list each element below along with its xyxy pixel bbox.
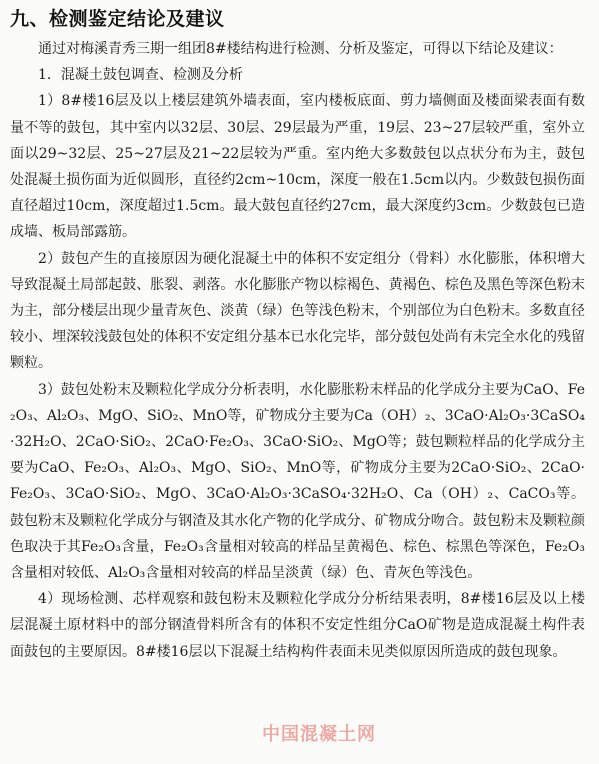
subsection-heading: 1．混凝土鼓包调查、检测及分析 xyxy=(38,67,243,84)
finding-paragraph-3: 3）鼓包处粉末及颗粒化学成分分析表明，水化膨胀粉末样品的化学成分主要为CaO、Fe₂O₃、Al₂O₃、MgO、SiO₂、MnO等，矿物成分主要为Ca（OH）₂、3CaO·Al₂O₃·3CaSO₄·32H₂O、2CaO·SiO₂、2CaO·Fe₂O₃、3CaO·SiO₂、MgO等；鼓包颗粒样品的化学成分主要为CaO、Fe₂O₃、Al₂O₃、MgO、SiO₂、MnO等，矿物成分主要为2CaO·SiO₂、2CaO·Fe₂O₃、3CaO·SiO₂、MgO、3CaO·Al₂O₃·3CaSO₄·32H₂O、Ca（OH）₂、CaCO₃等。鼓包粉末及颗粒化学成分与钢渣及其水化产物的化学成分、矿物成分吻合。鼓包粉末及颗粒颜色取决于其Fe₂O₃含量，Fe₂O₃含量相对较高的样品呈黄褐色、棕色、棕黑色等深色，Fe₂O₃含量相对较低、Al₂O₃含量相对较高的样品呈淡黄（绿）色、青灰色等浅色。 xyxy=(10,381,585,582)
finding-paragraph-4: 4）现场检测、芯样观察和鼓包粉末及颗粒化学成分分析结果表明，8#楼16层及以上楼层混凝土原材料中的部分钢渣骨料所含有的体积不安定性组分CaO矿物是造成混凝土构件表面鼓包的主要原因。8#楼16层以下混凝土结构构件表面未见类似原因所造成的鼓包现象。 xyxy=(10,591,585,660)
intro-paragraph: 通过对梅溪青秀三期一组团8#楼结构进行检测、分析及鉴定，可得以下结论及建议： xyxy=(38,41,563,57)
finding-paragraph-2: 2）鼓包产生的直接原因为硬化混凝土中的体积不安定组分（骨料）水化膨胀，体积增大导致混凝土局部起鼓、胀裂、剥落。水化膨胀产物以棕褐色、黄褐色、棕色及黑色等深色粉末为主，部分楼层出现少量青灰色、淡黄（绿）色等浅色粉末，个别部位为白色粉末。多数直径较小、埋深较浅鼓包处的体积不安定组分基本已水化完毕，部分鼓包处尚有未完全水化的残留颗粒。 xyxy=(10,250,585,372)
finding-paragraph-1: 1）8#楼16层及以上楼层建筑外墙表面，室内楼板底面、剪力墙侧面及楼面梁表面有数量不等的鼓包，其中室内以32层、30层、29层最为严重，19层、23~27层较严重，室外立面以29~32层、25~27层及21~22层较为严重。室内绝大多数鼓包以点状分布为主，鼓包处混凝土损伤面为近似圆形，直径约2cm~10cm，深度一般在1.5cm以内。少数鼓包损伤面直径超过10cm，深度超过1.5cm。最大鼓包直径约27cm，最大深度约3cm。少数鼓包已造成墙、板局部露筋。 xyxy=(10,93,585,241)
watermark: 中国混凝土网 xyxy=(262,724,376,745)
section-heading: 九、检测鉴定结论及建议 xyxy=(10,8,225,30)
